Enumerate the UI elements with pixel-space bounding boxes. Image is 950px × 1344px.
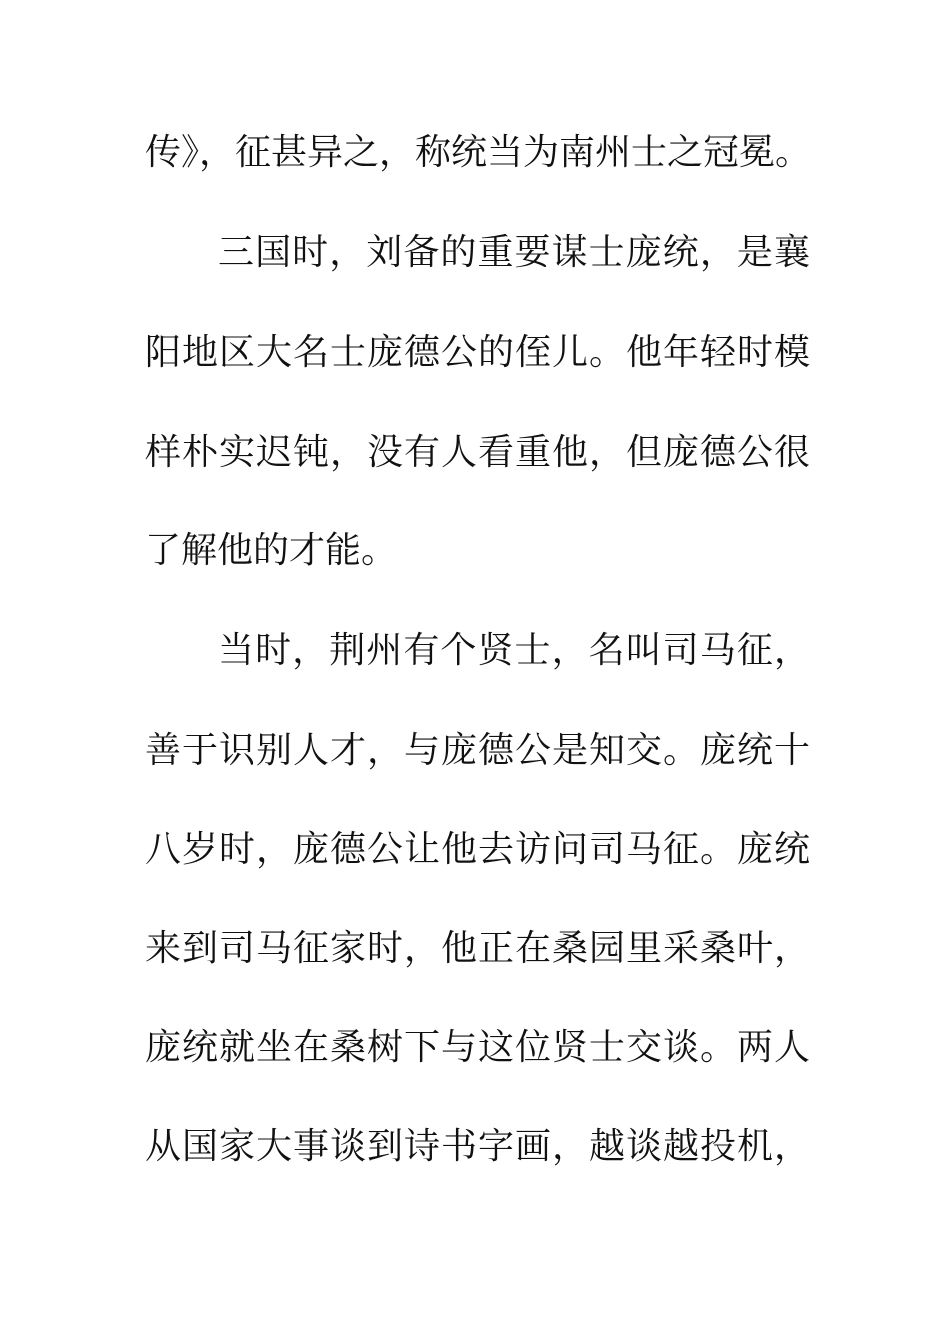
paragraph-start-line-6: 当时，荆州有个贤士，名叫司马征， (218, 630, 810, 671)
text-line-3: 阳地区大名士庞德公的侄儿。他年轻时模 (145, 332, 810, 373)
paragraph-start-line-2: 三国时，刘备的重要谋士庞统，是襄 (218, 232, 810, 273)
text-line-1: 传》，征甚异之，称统当为南州士之冠冕。 (145, 132, 812, 173)
text-line-5: 了解他的才能。 (145, 530, 398, 571)
text-line-4: 样朴实迟钝，没有人看重他，但庞德公很 (145, 432, 810, 473)
text-line-8: 八岁时，庞德公让他去访问司马征。庞统 (145, 829, 810, 870)
text-line-7: 善于识别人才，与庞德公是知交。庞统十 (145, 730, 810, 771)
text-line-9: 来到司马征家时，他正在桑园里采桑叶， (145, 928, 810, 969)
text-line-11: 从国家大事谈到诗书字画，越谈越投机， (145, 1126, 810, 1167)
text-line-10: 庞统就坐在桑树下与这位贤士交谈。两人 (145, 1027, 810, 1068)
